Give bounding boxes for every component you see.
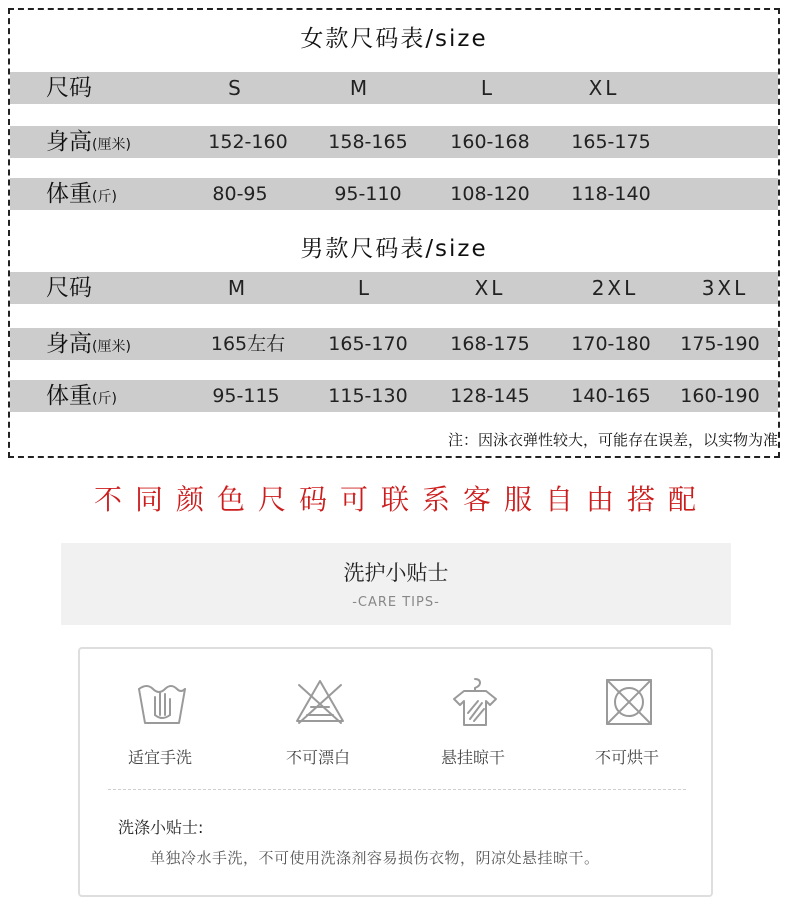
weight-label: 体重(斤) xyxy=(46,181,117,207)
height-cell: 158-165 xyxy=(328,131,408,153)
weight-cell: 108-120 xyxy=(450,183,530,205)
weight-cell: 128-145 xyxy=(450,385,530,407)
height-cell: 165左右 xyxy=(210,333,286,355)
weight-unit: (斤) xyxy=(92,189,117,205)
care-item-no-tumble-dry xyxy=(567,675,687,775)
hang-dry-icon xyxy=(448,675,502,729)
men-chart-title: 男款尺码表/size xyxy=(300,236,488,262)
size-label: 尺码 xyxy=(46,275,92,301)
weight-cell: 80-95 xyxy=(212,183,268,205)
care-subtitle: -CARE TIPS- xyxy=(352,595,440,610)
weight-label: 体重(斤) xyxy=(46,383,117,409)
care-title: 洗护小贴士 xyxy=(343,561,449,585)
height-cell: 152-160 xyxy=(208,131,288,153)
weight-cell: 95-115 xyxy=(212,385,280,407)
care-label: 适宜手洗 xyxy=(127,748,192,767)
weight-unit: (斤) xyxy=(92,391,117,407)
size-cell: XL xyxy=(474,276,506,300)
size-cell: 2XL xyxy=(591,276,639,300)
height-label: 身高(厘米) xyxy=(46,129,131,155)
no-bleach-icon xyxy=(293,675,347,729)
care-label: 悬挂晾干 xyxy=(440,748,505,767)
women-height-row xyxy=(10,126,778,158)
care-item-hand-wash xyxy=(100,675,220,775)
size-cell: M xyxy=(349,76,371,100)
men-weight-row xyxy=(10,380,778,412)
size-cell: L xyxy=(480,76,496,100)
size-cell: L xyxy=(357,276,373,300)
men-height-row xyxy=(10,328,778,360)
weight-cell: 115-130 xyxy=(328,385,408,407)
height-cell: 170-180 xyxy=(571,333,651,355)
no-tumble-dry-icon xyxy=(602,675,656,729)
height-cell: 160-168 xyxy=(450,131,530,153)
weight-cell: 140-165 xyxy=(571,385,651,407)
height-unit: (厘米) xyxy=(92,137,131,153)
care-item-hang-dry xyxy=(413,675,533,775)
care-label: 不可烘干 xyxy=(594,748,659,767)
size-cell: S xyxy=(228,76,244,100)
size-chart-box xyxy=(8,8,780,458)
care-divider xyxy=(108,789,686,790)
size-cell: 3XL xyxy=(701,276,749,300)
height-cell: 175-190 xyxy=(680,333,760,355)
size-note: 注：因泳衣弹性较大，可能存在误差，以实物为准 xyxy=(447,431,778,449)
wash-tips-body: 单独冷水手洗，不可使用洗涤剂容易损伤衣物，阴凉处悬挂晾干。 xyxy=(150,849,600,867)
height-cell: 165-170 xyxy=(328,333,408,355)
size-cell: XL xyxy=(588,76,620,100)
wash-tips-title: 洗涤小贴士: xyxy=(118,818,204,837)
women-size-row xyxy=(10,72,778,104)
height-unit: (厘米) xyxy=(92,339,131,355)
women-chart-title: 女款尺码表/size xyxy=(300,26,488,52)
weight-cell: 95-110 xyxy=(334,183,402,205)
size-label: 尺码 xyxy=(46,75,92,101)
height-label: 身高(厘米) xyxy=(46,331,131,357)
care-panel xyxy=(78,647,713,897)
care-tips-header xyxy=(61,543,731,625)
height-cell: 165-175 xyxy=(571,131,651,153)
men-size-row xyxy=(10,272,778,304)
weight-cell: 118-140 xyxy=(571,183,651,205)
women-weight-row xyxy=(10,178,778,210)
care-label: 不可漂白 xyxy=(285,748,350,767)
height-cell: 168-175 xyxy=(450,333,530,355)
color-size-banner: 不同颜色尺码可联系客服自由搭配 xyxy=(93,483,709,516)
weight-cell: 160-190 xyxy=(680,385,760,407)
hand-wash-icon xyxy=(135,675,189,729)
care-item-no-bleach xyxy=(258,675,378,775)
size-cell: M xyxy=(227,276,249,300)
